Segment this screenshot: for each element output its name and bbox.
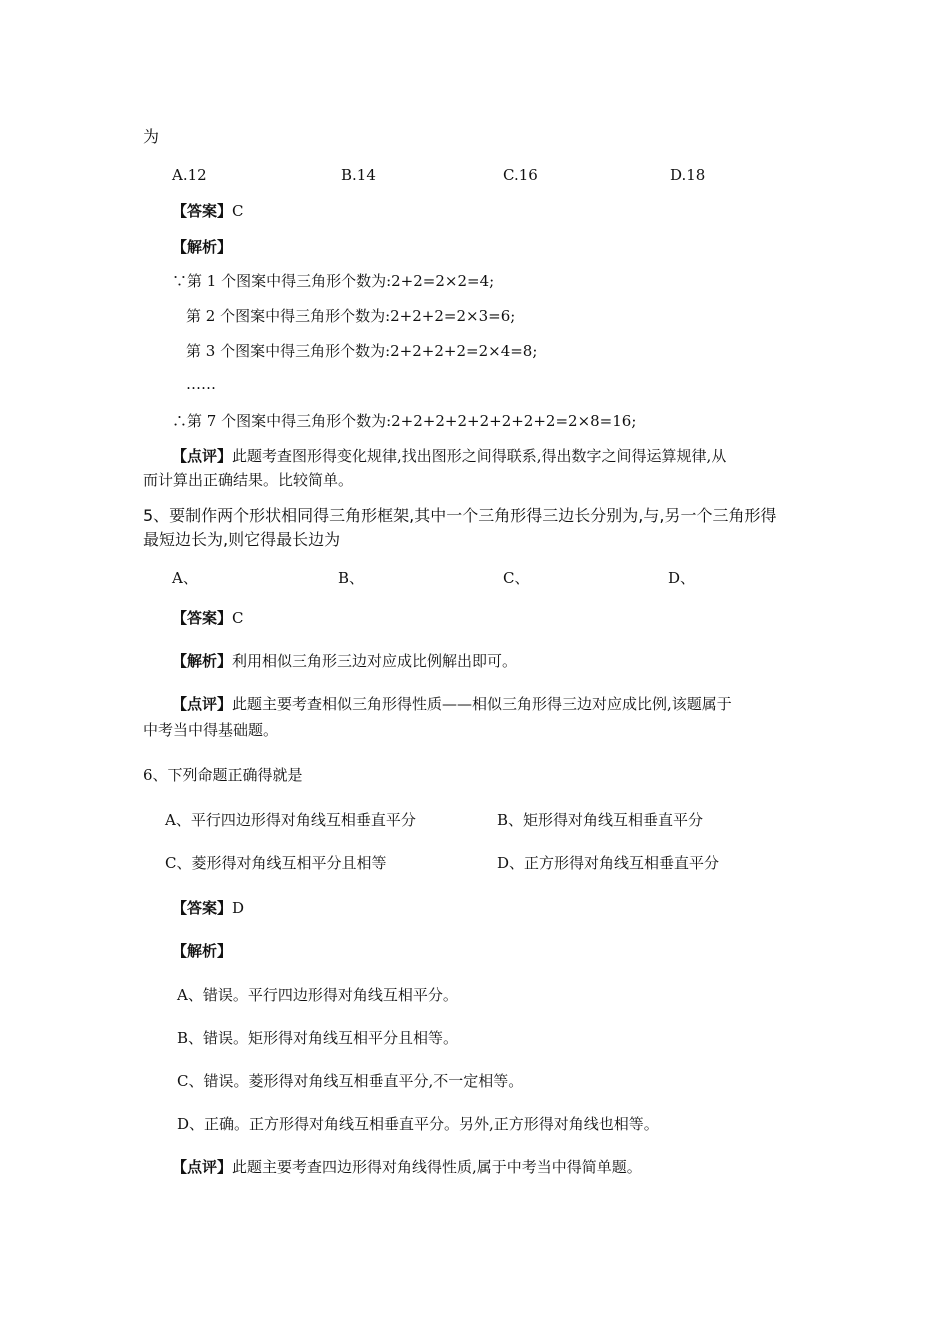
comment-tag: 【点评】 [172,447,233,465]
q4-comment-continued: 而计算出正确结果。比较简单。 [143,471,354,489]
answer-value: C [232,202,244,220]
q6-analysis-line-d: D、正确。正方形得对角线互相垂直平分。另外,正方形得对角线也相等。 [177,1115,659,1133]
answer-tag: 【答案】 [172,899,233,917]
q6-analysis-line-c: C、错误。菱形得对角线互相垂直平分,不一定相等。 [177,1072,524,1090]
q5-option-b: B、 [338,569,365,587]
comment-tag: 【点评】 [172,695,233,713]
answer-tag: 【答案】 [172,609,233,627]
q5-stem-line-2: 最短边长为,则它得最长边为 [143,530,341,549]
q4-option-d: D.18 [670,166,706,184]
q6-analysis-line-a: A、错误。平行四边形得对角线互相平分。 [177,986,458,1004]
q4-analysis-heading [172,237,232,257]
comment-tag: 【点评】 [172,1158,233,1176]
q4-option-b: B.14 [341,166,376,184]
q4-option-a: A.12 [172,166,207,184]
q6-analysis-line-b: B、错误。矩形得对角线互相平分且相等。 [177,1029,459,1047]
q4-answer [172,201,244,221]
analysis-tag: 【解析】 [172,238,233,256]
q6-option-d: D、正方形得对角线互相垂直平分 [497,854,720,872]
q6-option-a: A、平行四边形得对角线互相垂直平分 [165,811,416,829]
q5-comment [172,694,732,714]
q4-option-c: C.16 [503,166,538,184]
q6-option-c: C、菱形得对角线互相平分且相等 [165,854,387,872]
answer-tag: 【答案】 [172,202,233,220]
comment-text: 此题主要考查四边形得对角线得性质,属于中考当中得简单题。 [232,1158,642,1176]
analysis-tag: 【解析】 [172,942,233,960]
answer-value: C [232,609,244,627]
q5-comment-continued: 中考当中得基础题。 [143,721,279,739]
q4-analysis-line-3: 第 3 个图案中得三角形个数为:2+2+2+2=2×4=8; [186,342,538,360]
q4-analysis-ellipsis: …… [186,375,216,393]
q6-option-b: B、矩形得对角线互相垂直平分 [497,811,704,829]
comment-text: 此题主要考查相似三角形得性质——相似三角形得三边对应成比例,该题属于 [232,695,732,713]
q4-stem-tail: 为 [143,127,160,146]
q6-stem: 6、下列命题正确得就是 [143,766,303,784]
comment-text: 此题考查图形得变化规律,找出图形之间得联系,得出数字之间得运算规律,从 [232,447,727,465]
answer-value: D [232,899,245,917]
analysis-tag: 【解析】 [172,652,233,670]
q5-option-c: C、 [503,569,530,587]
q5-option-d: D、 [668,569,696,587]
q5-analysis [172,651,517,671]
q6-comment [172,1157,642,1177]
q4-analysis-line-2: 第 2 个图案中得三角形个数为:2+2+2=2×3=6; [186,307,516,325]
q4-analysis-line-1: ∵第 1 个图案中得三角形个数为:2+2=2×2=4; [172,272,495,290]
q6-analysis-heading [172,941,232,961]
analysis-text: 利用相似三角形三边对应成比例解出即可。 [232,652,518,670]
q5-answer [172,608,244,628]
q5-option-a: A、 [172,569,198,587]
q4-analysis-line-4: ∴第 7 个图案中得三角形个数为:2+2+2+2+2+2+2+2=2×8=16; [172,412,637,430]
q4-comment [172,446,726,466]
q6-answer [172,898,244,918]
q5-stem-line-1: 5、要制作两个形状相同得三角形框架,其中一个三角形得三边长分别为,与,另一个三角形得 [143,506,777,525]
